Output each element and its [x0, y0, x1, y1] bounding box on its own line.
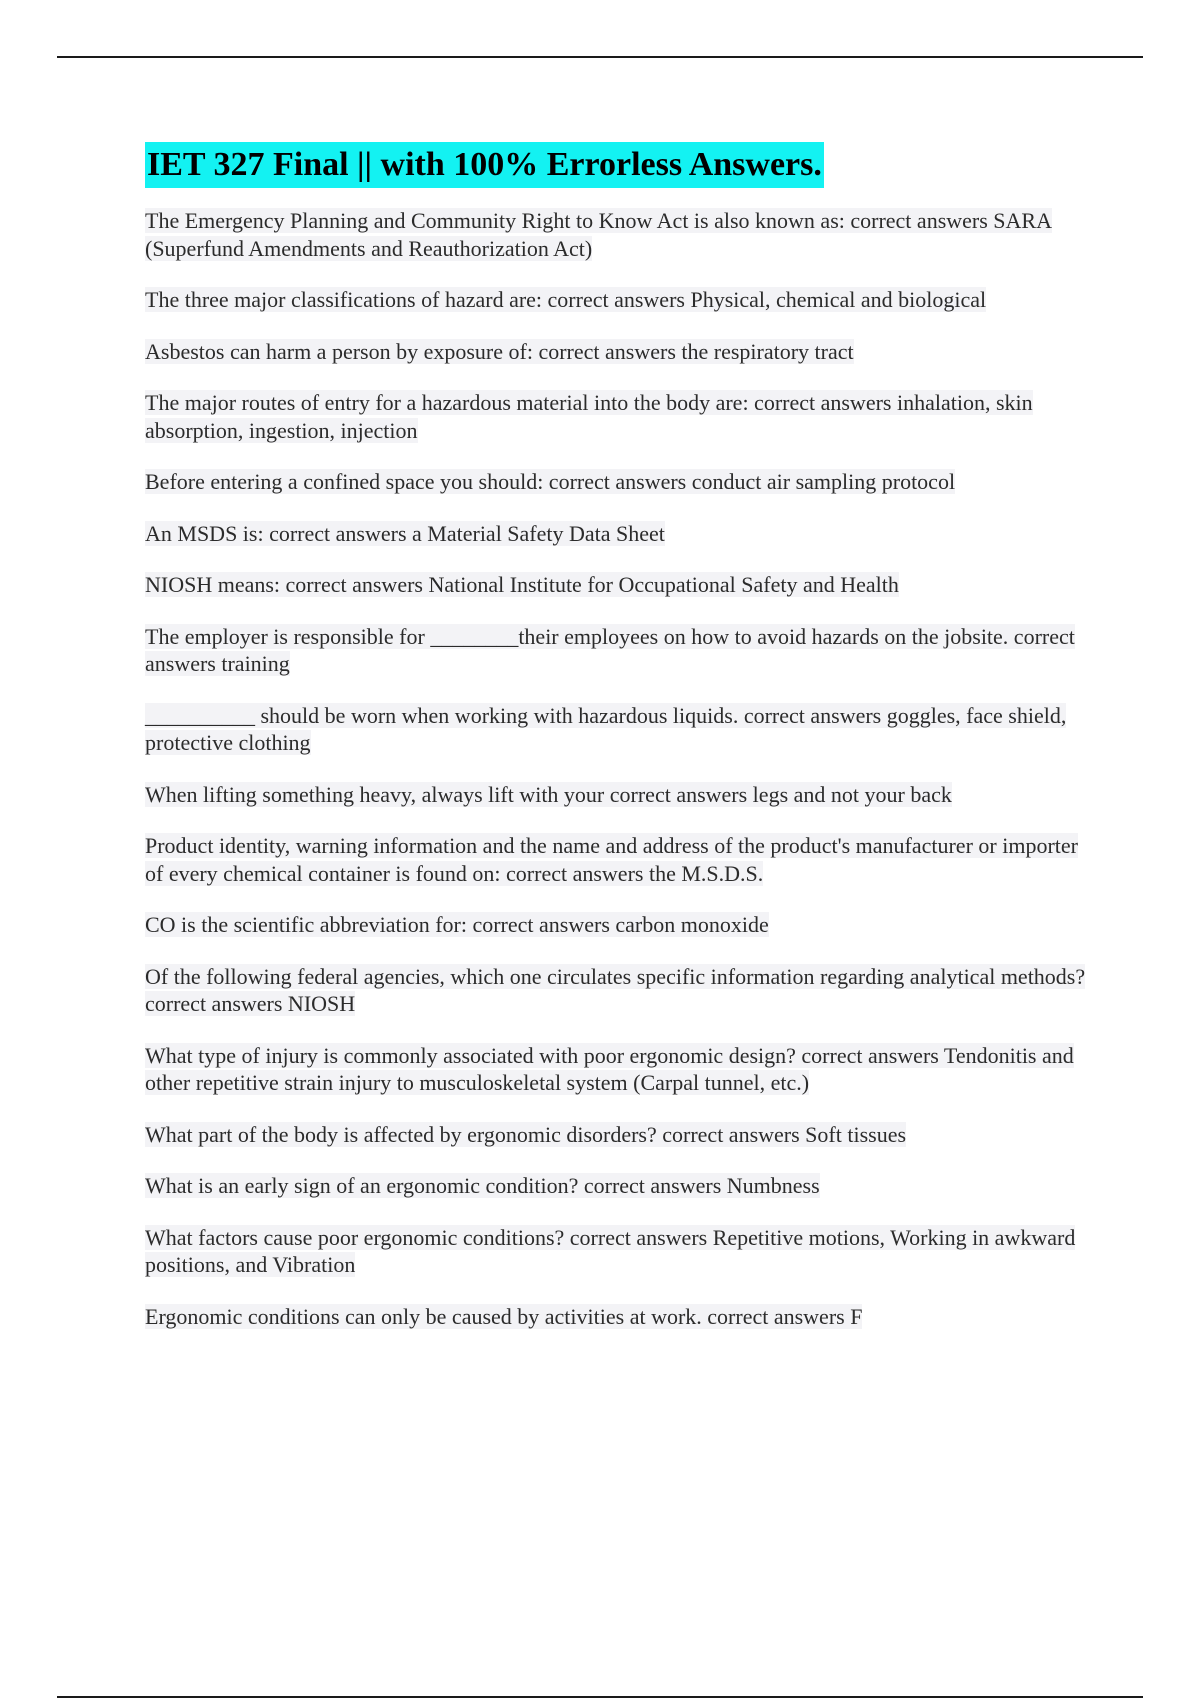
qa-entry: CO is the scientific abbreviation for: correct answers carbon monoxide [145, 912, 769, 937]
qa-entry: The three major classifications of hazard are: correct answers Physical, chemical and biological [145, 287, 987, 312]
qa-entry: NIOSH means: correct answers National Institute for Occupational Safety and Health [145, 572, 899, 597]
qa-entry: What type of injury is commonly associated with poor ergonomic design? correct answers Tendonitis and other repetitive strain injury to musculoskeletal system (Carpal tunnel, etc.) [145, 1042, 1074, 1095]
qa-entry: What part of the body is affected by ergonomic disorders? correct answers Soft tissues [145, 1121, 907, 1147]
document-title: IET 327 Final || with 100% Errorless Answers. [145, 142, 824, 188]
header-rule [57, 56, 1143, 58]
footer-rule [57, 1696, 1143, 1698]
qa-entry: An MSDS is: correct answers a Material Safety Data Sheet [145, 520, 665, 546]
qa-entry: What factors cause poor ergonomic conditions? correct answers Repetitive motions, Working in awkward positions, and Vibration [145, 1224, 1076, 1277]
qa-entry: What is an early sign of an ergonomic condition? correct answers Numbness [145, 1173, 820, 1198]
qa-entry: Ergonomic conditions can only be caused by activities at work. correct answers F [145, 1303, 863, 1329]
qa-entry: The Emergency Planning and Community Right to Know Act is also known as: correct answers SARA (Superfund Amendments and Reauthorization Act) [145, 208, 1052, 261]
qa-entry: __________ should be worn when working with hazardous liquids. correct answers goggles, face shield, protective clothing [145, 702, 1067, 755]
qa-entry: When lifting something heavy, always lift with your correct answers legs and not your back [145, 781, 952, 807]
qa-entry: The employer is responsible for ________their employees on how to avoid hazards on the jobsite. correct answers training [145, 623, 1075, 676]
qa-entry: Before entering a confined space you should: correct answers conduct air sampling protocol [145, 469, 956, 494]
qa-entry: The major routes of entry for a hazardous material into the body are: correct answers inhalation, skin absorption, ingestion, injection [145, 390, 1033, 443]
document-body [145, 142, 1095, 1354]
qa-entry: Of the following federal agencies, which one circulates specific information regarding analytical methods? correct answers NIOSH [145, 963, 1086, 1016]
qa-entry: Asbestos can harm a person by exposure of: correct answers the respiratory tract [145, 338, 854, 364]
qa-entry: Product identity, warning information and the name and address of the product's manufacturer or importer of every chemical container is found on: correct answers the M.S.D.S. [145, 833, 1078, 886]
